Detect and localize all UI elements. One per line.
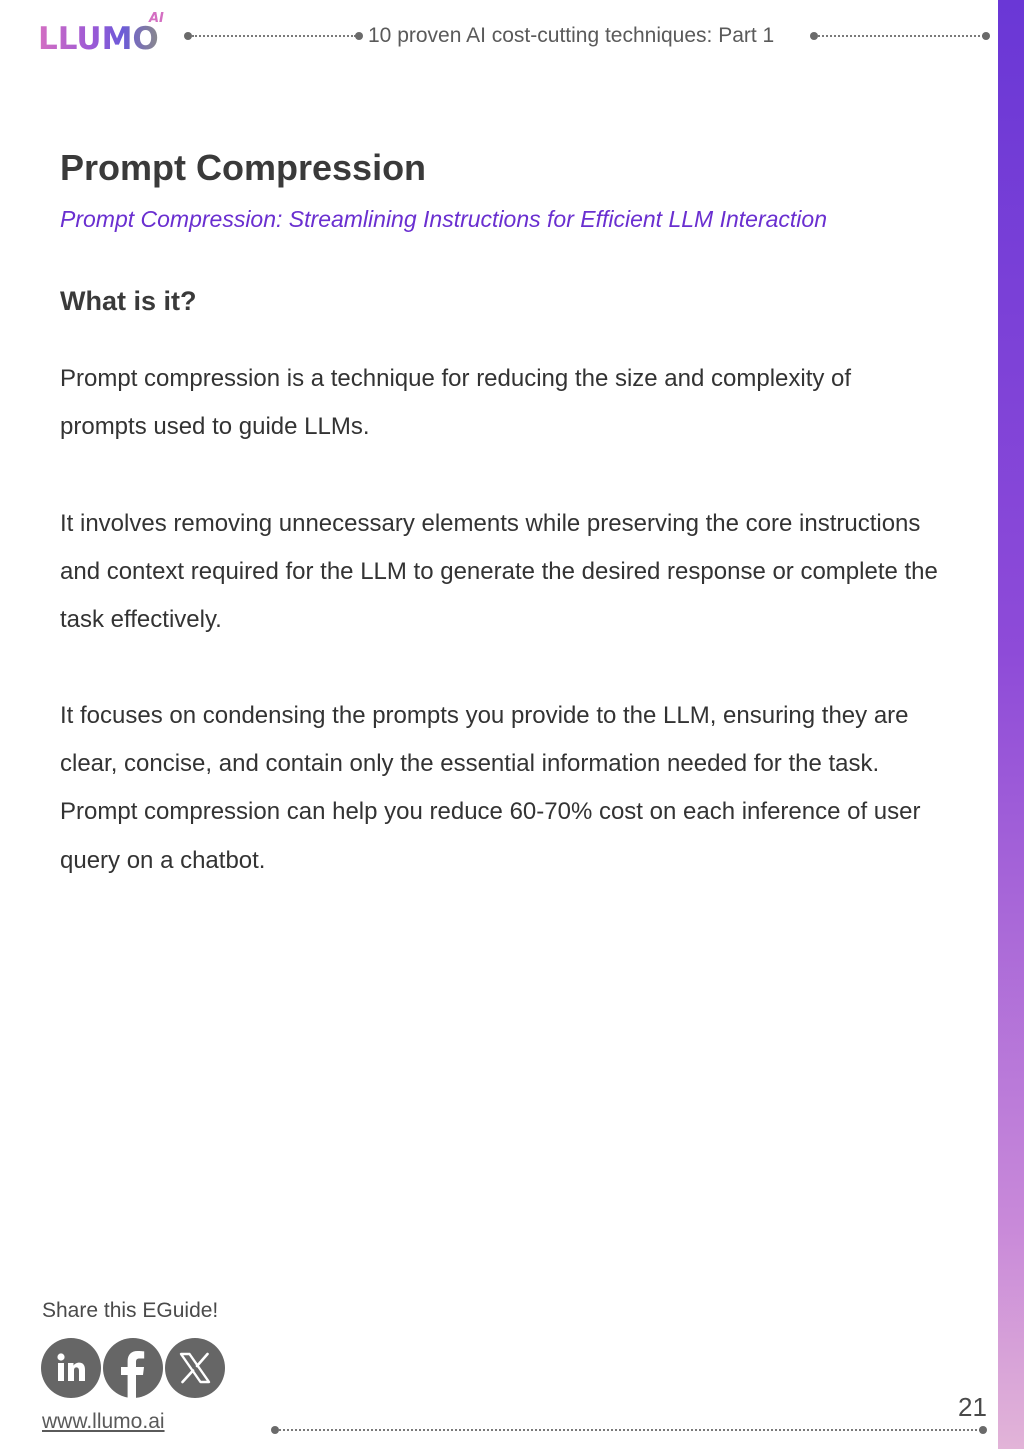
facebook-share-button[interactable] xyxy=(103,1338,163,1398)
header-rule-dot xyxy=(184,32,192,40)
share-label: Share this EGuide! xyxy=(42,1299,219,1322)
header-rule-dot xyxy=(355,32,363,40)
llumo-logo xyxy=(38,11,178,57)
website-link[interactable]: www.llumo.ai xyxy=(42,1410,165,1433)
section-heading: What is it? xyxy=(60,286,197,316)
decorative-side-bar xyxy=(998,0,1024,1449)
linkedin-share-button[interactable] xyxy=(41,1338,101,1398)
facebook-icon xyxy=(103,1338,163,1398)
logo-superscript: AI xyxy=(149,11,164,26)
page-subtitle: Prompt Compression: Streamlining Instructions for Efficient LLM Interaction xyxy=(60,206,827,232)
header-rule-left xyxy=(192,35,356,37)
body-paragraph: Prompt compression is a technique for reducing the size and complexity of prompts used to guide LLMs. xyxy=(60,365,852,441)
page-number: 21 xyxy=(958,1392,987,1422)
header-rule-right xyxy=(818,35,984,37)
x-icon xyxy=(178,1351,212,1385)
header-rule-dot xyxy=(982,32,990,40)
page-title: Prompt Compression xyxy=(60,147,427,188)
linkedin-icon xyxy=(54,1351,88,1385)
footer-rule-dot xyxy=(979,1426,987,1434)
header-rule-dot xyxy=(810,32,818,40)
x-share-button[interactable] xyxy=(165,1338,225,1398)
body-paragraph: It focuses on condensing the prompts you provide to the LLM, ensuring they are clear, concise, and contain only the essential information needed for the task. Prompt compression can help you reduce 60-70% cost on each inference of user query on a chatbot. xyxy=(60,702,921,874)
body-paragraph: It involves removing unnecessary elements while preserving the core instructions and context required for the LLM to generate the desired response or complete the task effectively. xyxy=(60,510,938,634)
footer-rule xyxy=(279,1429,981,1431)
header-title: 10 proven AI cost-cutting techniques: Part 1 xyxy=(368,24,775,47)
footer-rule-dot xyxy=(271,1426,279,1434)
logo-text: LLUMO xyxy=(38,21,159,57)
